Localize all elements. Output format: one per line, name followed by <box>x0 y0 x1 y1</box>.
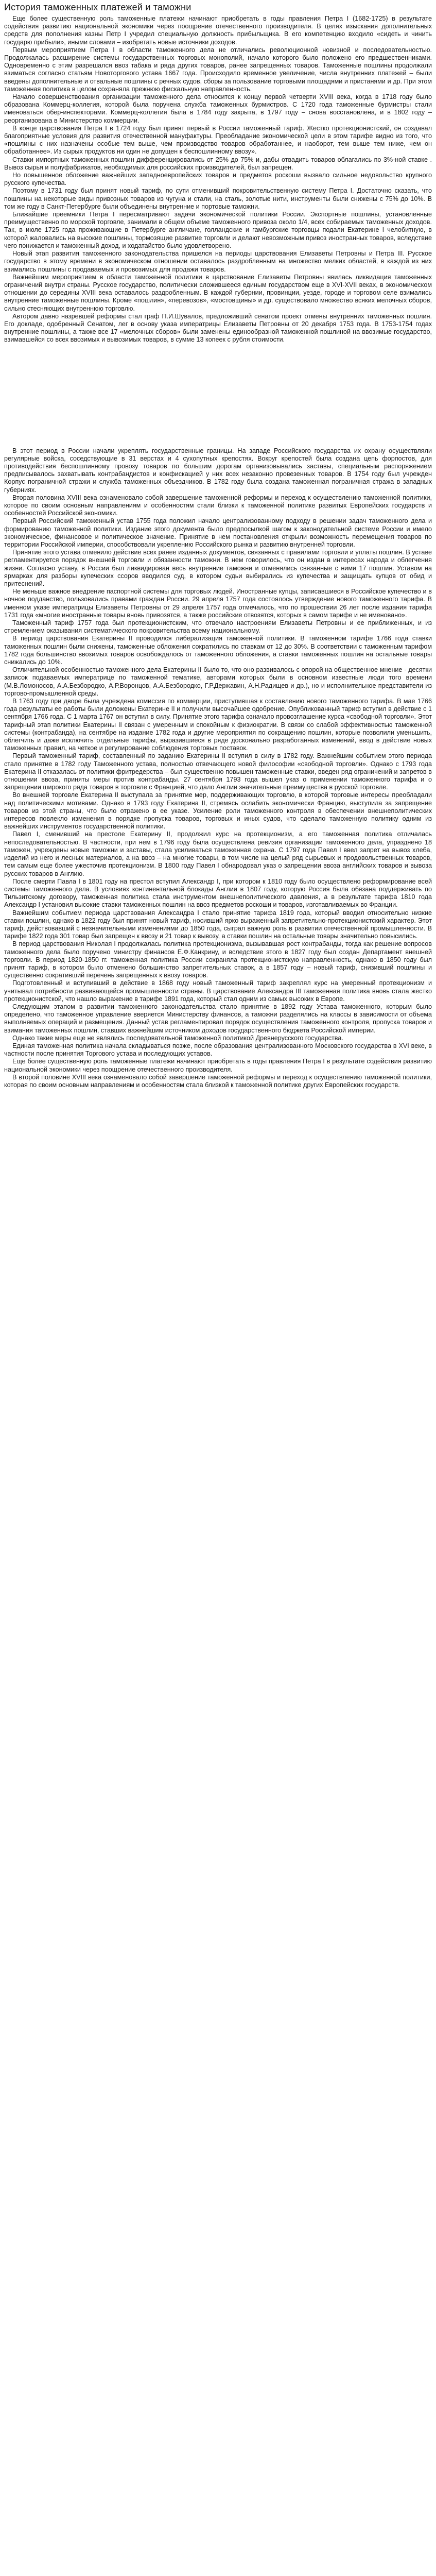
paragraph: Подготовленный и вступивший в действие в 1868 году новый таможенный тариф закреплял курс на умеренный протекционизм и учитывал потребности развивающейся промышленности страны. В царствование Александра III таможенная политика вновь стала жестко протекционистской, что нашло выражение в тарифе 1891 года, который стал одним из самых высоких в Европе. <box>4 979 432 1003</box>
paragraph: Ближайшие преемники Петра I пересматривают задачи экономической политики России. Экспортные пошлины, установленные преимущественно по морской торговле, занимали в общем объеме таможенного привоза около 1/4, всех собираемых таможенных доходов. Так, в июле 1725 года проживающие в Петербурге англичане, голландские и гамбургские торговцы подали Екатерине I челобитную, в которой жаловались на высокие пошлины, тормозящие развитие торговли и делают невозможным привоз иностранных товаров, вследствие чего понижается и таможенный доход, и ходатайство было удовлетворено. <box>4 211 432 249</box>
paragraph: Начало совершенствования организации таможенного дела относится к концу первой четверти XVIII века, когда в 1718 году было образована Коммерц-коллегия, которой была поручена служба таможенных бурмистров. С 1720 года таможенные бурмистры стали именоваться обер-инспекторами. Коммерц-коллегия была в 1784 году закрыта, в 1797 году – снова восстановлена, и в 1802 году – реорганизована в Министерство коммерции. <box>4 93 432 124</box>
blank-gap <box>4 344 432 447</box>
paragraph: Ставки импортных таможенных пошлин дифференцировались от 25% до 75% и, дабы отвадить товаров облагались по 3%-ной ставке . Вывоз сырья и полуфабрикатов, необходимых для российских производителей, был запрещен. <box>4 156 432 171</box>
paragraph: Отличительной особенностью таможенного дела Екатерины II было то, что оно развивалось с опорой на общественное мнение - десятки записок подаваемых императрице по таможенной тематике, авторами которых были в основном известные люди того времени (М.В.Ломоносов, А.А.Безбородко, А.Р.Воронцов, А.А.Безбородко, Г.Р.Державин, А.Н.Радищев и др.), но и исполнительное представители из торгово-промышленной среды. <box>4 666 432 697</box>
paragraph: Первым мероприятием Петра I в области таможенного дела не отличались революционной новизной и последовательностью. Продолжалась расширение системы государственных торговых монополий, начало которого было положено его предшественниками. Одновременно с этим разрешался ввоз табака и ряда других товаров, ранее запрещенных товаров. Таможенные пошлины продолжали взиматься согласно статьям Новоторгового устава 1667 года. Происходило временное увеличение, числа внутренних платежей – были введены дополнительные и отвальные пошлины с речных судов, сборы за пользование торговыми площадями и пристанями и др. При этом таможенная политика в целом сохраняла прежнюю фискальную направленность. <box>4 46 432 93</box>
paragraph: Еще более существенную роль таможенные платежи начинают приобретать в годы правления Петра I (1682-1725) в результате содействия развитию национальной экономики через поощрение отечественного производителя. В целях изыскания дополнительных средств для пополнения казны Петр I учредил специальную должность прибыльщика. В его компетенцию входило «сидеть и чинить государю прибыли», иными словами – изобретать новые источники доходов. <box>4 15 432 46</box>
paragraph: Новый этап развития таможенного законодательства пришелся на периоды царствования Елизаветы Петровны и Петра III. Русское государство в этому времени в экономическом отношении оставалось раздробленным на множество мелких областей, в каждой из них взимались пошлины с продаваемых и провозимых для продажи товаров. <box>4 250 432 273</box>
paragraph: Важнейшим мероприятием в области таможенной политики в царствование Елизаветы Петровны явилась ликвидация таможенных ограничений внутри страны. Русское государство, политически сложившееся единым государством еще в XVI-XVII веках, в экономическом отношении до середины XVIII века оставалось раздробленным. В каждой губернии, провинции, уезде, городе и торговом селе взимались внутренние таможенные пошлины. Кроме «пошлин», «перевозов», «мостовщины» и др. существовало множество всяких мелочных сборов, сильно стесняющих внутреннюю торговлю. <box>4 273 432 312</box>
paragraph: Не меньше важное внедрение паспортной системы для торговых людей. Иностранные купцы, записавшиеся в Российское купечество и в ночное подданство, пользовались правами граждан России. 29 апреля 1757 года состоялось утверждение нового таможенного тарифа. В именном указе императрицы Елизаветы Петровны от 29 апреля 1757 года отмечалось, что по прошествии 26 лет после издания тарифа 1731 года «многие иностранные товары вновь привозятся, а также российские отвозятся, которых в самом тарифе и не именовано». <box>4 588 432 619</box>
paragraph: Первый Российский таможенный устав 1755 года положил начало централизованному подходу в решении задач таможенного дела и формированию таможенной политики. Издание этого документа было предпосылкой шагом к законодательной системе России и имело экономическое, финансовое и политическое значение. Принятие в нем постановления открыли возможность перемещения товаров по территории Российской империи, способствовали укреплению Российского рынка и развитию внутренней торговли. <box>4 517 432 548</box>
paragraph: Важнейшим событием периода царствования Александра I стало принятие тарифа 1819 года, который вводил относительно низкие ставки пошлин, однако в 1822 году был принят новый тариф, носивший ярко выраженный запретительно-протекционистский характер. Этот тариф, действовавший с незначительными изменениями до 1850 года, сыграл важную роль в развитии отечественной промышленности. В тарифе 1822 года 301 товар был запрещен к ввозу и 21 товар к вывозу, а ставки пошлин на остальные товары значительно повысились. <box>4 909 432 940</box>
paragraph: В период царствования Екатерины II проводился либерализация таможенной политики. В таможенном тарифе 1766 года ставки таможенных пошлин были снижены, таможенные обложения сократились по ставкам от 12 до 30%. В соответствии с таможенным тарифом 1782 года большинство ввозимых товаров освобождалось от таможенного обложения, а ставки таможенных пошлин на остальные товары снижались до 10%. <box>4 635 432 666</box>
paragraph: В второй половине XVIII века ознаменовало собой завершение таможенной реформы и переход к осуществлению таможенной политики, которая по своим основным направлениям и особенностям стала близкой к таможенной политике других Европейских государств. <box>4 1073 432 1089</box>
paragraph: В этот период в России начали укреплять государственные границы. На западе Российского государства их охрану осуществляли регулярные войска, соседствующие в 31 верстах и 4 сухопутных крепостях. Вокруг крепостей была создана цепь форпостов, для противодействия беспошлинному провозу товаров по большим дорогам организовывались заставы, специальным распоряжением предписывалось захватывать контрабандистов и конфискацией у них всех незаконно провезенных товаров. В 1754 году был учрежден Корпус пограничной стражи и служба таможенных объездчиков. В 1782 году была создана таможенная пограничная стража в западных губерниях. <box>4 447 432 494</box>
paragraph: Единая таможенная политика начала складываться позже, после образования централизованного Московского государства в XVI веке, в частности после принятия Торгового устава и последующих уставов. <box>4 1042 432 1058</box>
paragraph: Следующим этапом в развитии таможенного законодательства стало принятие в 1892 году Устава таможенного, которым было определено, что таможенное управление вверяется Министерству финансов, а таможни разделялись на классы в зависимости от объема выполняемых операций и размещения. Данный устав регламентировал порядок осуществления таможенного контроля, пропуска товаров и взимания таможенных пошлин, ставших важнейшим источником доходов государственного бюджета Российской империи. <box>4 1003 432 1034</box>
paragraph: Павел I, сменивший на престоле Екатерину II, продолжил курс на протекционизм, а его таможенная политика отличалась непоследовательностью. В частности, при нем в 1796 году была осуществлена ревизия организации таможенного дела, упразднено 18 таможен, учреждены новые таможни и заставы, стала усиливаться таможенная охрана. С 1797 года Павел I ввел запрет на вывоз хлеба, изделий из него и лесных материалов, а на ввоз – на многие товары, в том числе на целый ряд сырьевых и продовольственных товаров, тем самым еще более ужесточив протекционизм. В 1800 году Павел I обнародовал указ о запрещении ввоза английских товаров и вывоза русских товаров в Англию. <box>4 831 432 877</box>
paragraph: Таможенный тариф 1757 года был протекционистским, что отвечало настроениям Елизаветы Петровны и ее приближенных, и из стремлением оказывания систематического покровительства всему национальному. <box>4 619 432 635</box>
paragraph: Но повышенное обложение важнейших западноевропейских товаров и предметов роскоши вызвало сильное недовольство крупного русского купечества. <box>4 172 432 187</box>
paragraph: Еще более существенную роль таможенные платежи начинают приобретать в годы правления Петра I в результате содействия развитию национальной экономики через поощрение отечественного производителя. <box>4 1058 432 1073</box>
paragraph: В конце царствования Петра I в 1724 году был принят первый в России таможенный тариф. Жестко протекционистский, он создавал благоприятные условия для развития отечественной мануфактуры. Преобладание экономической цели в этом тарифе видно из того, что «пошлины с них назначены особые тем выше, чем производство товаров обработаннее, и наоборот, тем выше тем ниже, чем он обработаннее». Из сырых продуктов ни один не допущен к беспошлинному ввозу». <box>4 124 432 156</box>
text-block-first <box>4 15 432 344</box>
paragraph: Поэтому в 1731 году был принят новый тариф, по сути отменивший покровительственную систему Петра I. Достаточно сказать, что пошлины на некоторые виды привозных товаров из чугуна и стали, на сталь, золотые нити, инструменты были снижены с 75% до 10%. В том же году в Санкт-Петербурге были объединены внутренние и портовые таможни. <box>4 187 432 210</box>
paragraph: Принятие этого устава отменило действие всех ранее изданных документов, связанных с правилами торговли и уплаты пошлин. В уставе регламентируется порядок внешней торговли и обязанности таможни. В нем говорилось, что он издан в интересах народа и облегчения жизни. Согласно уставу, в России был ликвидирован весь внутренние таможни и отменялись связанные с ними 17 пошлин. Уставом на ярмарках для разборы купеческих ссоров вводился суд, в котором судьи выбирались из купечества и защищать купцов от обид и притеснений. <box>4 549 432 587</box>
paragraph: В 1763 году при дворе была учреждена комиссия по коммерции, приступившая к составлению нового таможенного тарифа. В мае 1766 года результаты ее работы были доложены Екатерине II и получили высочайшее одобрение. Опубликованный тариф вступил в действие с 1 сентября 1766 года. С 1 марта 1767 он вступил в силу. Принятие этого тарифа означало провозглашение курса «свободной торговли». Этот тарифный этап политики Екатерины II связан с умеренным и спокойным к физиократии. В связи со слабой эффективностью таможенной системы (контрабанда), на сентябре на издание 1782 года и другие мероприятия по сокращению пошлин, которые позволили уменьшить, облегчить и даже исключить отдельные тарифы, выразившиеся в ряде досконально разработанных изменений, ввод в действие новых таможенных правил, на четкое и регулирование соблюдения торговых поставок. <box>4 698 432 752</box>
paragraph: Вторая половина XVIII века ознаменовало собой завершение таможенной реформы и переход к осуществлению таможенной политики, которое по своим основным направлениям и особенностям стали близки к таможенной политике развитых Европейских государств и особенностей Российской экономики. <box>4 494 432 517</box>
paragraph: Первый таможенный тариф, составленный по заданию Екатерины II вступил в силу в 1782 году. Важнейшим событием этого периода стало принятие в 1782 году Таможенного устава, полностью отвечающего новой философии «свободной торговли». Однако с 1793 года Екатерина II отказалась от политики фритредерства – был существенно повышен таможенные ставки, введен ряд ограничений и запретов в отношении ввоза, приняты меры против контрабанды. 27 сентября 1793 года вышел указ о применении таможенного тарифа и о запрещении широкого ряда товаров в торговле с Францией, что дало Англии значительные преимущества в русской торговле. <box>4 752 432 791</box>
paragraph: В период царствования Николая I продолжалась политика протекционизма, вызывавшая рост контрабанды, тогда как решение вопросов таможенного дела было поручено министру финансов Е.Ф.Канкрину, и вследствие этого в 1827 году был создан Департамент внешней торговли. В период 1820-1850 гг. таможенная политика России сохраняла протекционистскую направленность, однако в 1850 году был принят тариф, в котором было отменено большинство запретительных ставок, а в 1857 году – новый тариф, снизивший пошлины и существенно сокративший перечень запрещенных к ввозу товаров. <box>4 940 432 979</box>
paragraph: Во внешней торговле Екатерина II выступала за принятие мер, поддерживающих торговлю, в которой торговые интересы преобладали над политическими мотивами. Однако в 1793 году Екатерина II, стремясь ослабить экономически Францию, выступила за запрещение товаров из этой страны, что было отражено в ее указе. Усиление роли таможенного контроля в обеспечении внешнеполитических интересов повлекло изменения в порядке пропуска товаров, торговых и иных судов, что сделало таможенную политику одним из важнейших инструментов государственной политики. <box>4 791 432 831</box>
paragraph: Автором давно назревшей реформы стал граф П.И.Шувалов, предложивший сенатом проект отмены внутренних таможенных пошлин. Его докладе, одобренный Сенатом, лег в основу указа императрицы Елизаветы Петровны от 20 декабря 1753 года. В 1753-1754 годах внутренние пошлины, а также все 17 «мелочных сборов» были заменены единообразной таможенной пошлиной на ввозимые государство, взимавшейся со всех ввозимых и вывозимых товаров, в сумме 13 копеек с рубля стоимости. <box>4 312 432 344</box>
paragraph: После смерти Павла I в 1801 году на престол вступил Александр I, при котором к 1810 году было осуществлено реформирование всей системы таможенного дела. В условиях континентальной блокады Англии в 1807 году, которую Россия была обязана поддерживать по Тильзитскому договору, таможенная политика стала инструментом внешнеполитического давления, а в результате тарифа 1810 года Александр I установил высокие ставки таможенных пошлин на ввоз предметов роскоши и товаров, изготавливаемых во Франции. <box>4 877 432 909</box>
paragraph: Однако такие меры еще не являлись последовательной таможенной политикой Древнерусского государства. <box>12 1034 343 1042</box>
document-title: История таможенных платежей и таможни <box>4 2 191 12</box>
document-page <box>0 0 436 1094</box>
text-block-second <box>4 447 432 1090</box>
